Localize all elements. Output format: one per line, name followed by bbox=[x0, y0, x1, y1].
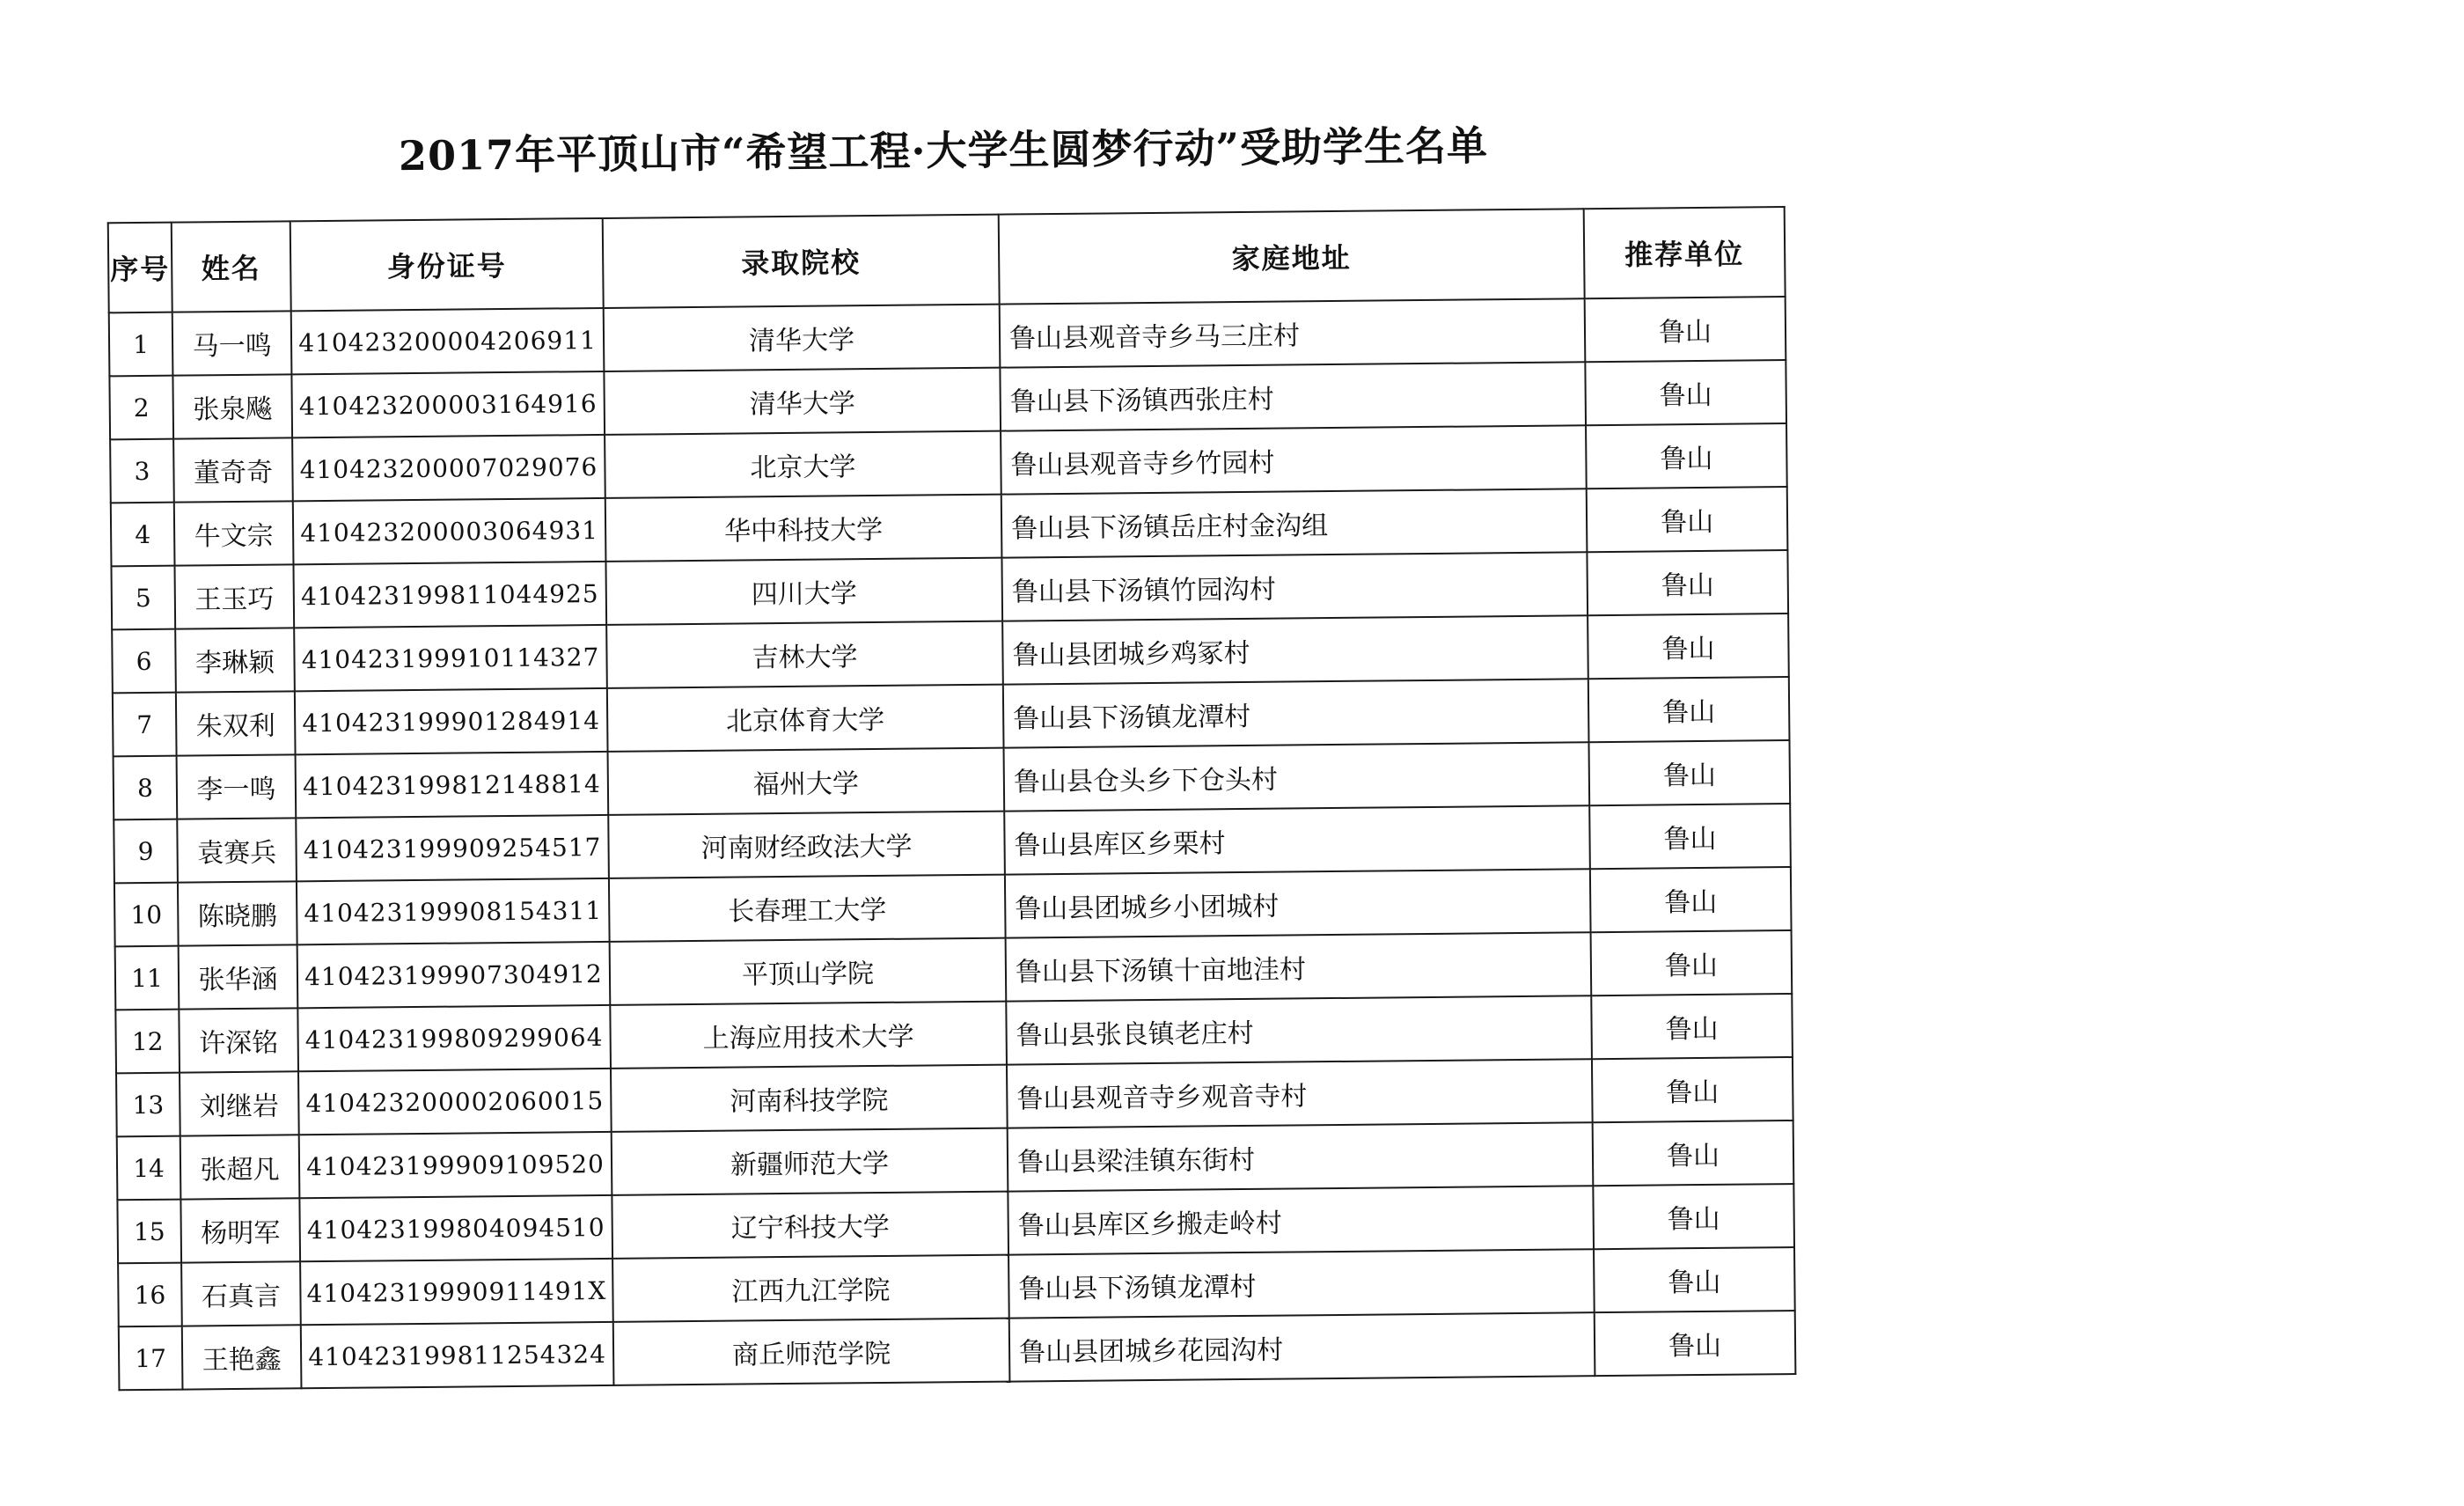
cell-address: 鲁山县团城乡鸡冢村 bbox=[1002, 615, 1588, 684]
cell-id-number: 410423199811254324 bbox=[301, 1322, 614, 1388]
column-header-school: 录取院校 bbox=[603, 215, 1000, 308]
cell-id-number: 410423199907304912 bbox=[297, 942, 611, 1008]
cell-number: 17 bbox=[119, 1326, 183, 1391]
cell-address: 鲁山县团城乡花园沟村 bbox=[1009, 1312, 1595, 1381]
cell-unit: 鲁山 bbox=[1588, 677, 1790, 742]
cell-number: 12 bbox=[115, 1010, 180, 1074]
cell-name: 王艳鑫 bbox=[182, 1325, 302, 1389]
cell-address: 鲁山县下汤镇龙潭村 bbox=[1008, 1249, 1595, 1318]
cell-school: 清华大学 bbox=[604, 305, 1001, 371]
cell-address: 鲁山县张良镇老庄村 bbox=[1006, 995, 1592, 1064]
cell-number: 14 bbox=[117, 1136, 181, 1201]
document-title: 2017年平顶山市“希望工程·大学生圆梦行动”受助学生名单 bbox=[398, 121, 1489, 180]
cell-unit: 鲁山 bbox=[1588, 740, 1790, 805]
cell-number: 5 bbox=[111, 566, 175, 630]
cell-address: 鲁山县下汤镇岳庄村金沟组 bbox=[1001, 489, 1588, 557]
cell-name: 马一鸣 bbox=[172, 311, 292, 375]
cell-id-number: 41042319990911491X bbox=[300, 1259, 613, 1325]
cell-address: 鲁山县团城乡小团城村 bbox=[1005, 869, 1591, 937]
cell-school: 上海应用技术大学 bbox=[610, 1002, 1007, 1069]
cell-name: 石真言 bbox=[181, 1261, 301, 1326]
cell-address: 鲁山县库区乡搬走岭村 bbox=[1008, 1186, 1594, 1254]
cell-unit: 鲁山 bbox=[1587, 487, 1788, 552]
cell-number: 4 bbox=[111, 503, 175, 567]
cell-unit: 鲁山 bbox=[1590, 867, 1792, 932]
cell-unit: 鲁山 bbox=[1585, 360, 1786, 425]
cell-unit: 鲁山 bbox=[1591, 994, 1793, 1059]
cell-id-number: 410423200004206911 bbox=[291, 308, 605, 374]
cell-address: 鲁山县库区乡栗村 bbox=[1004, 805, 1590, 874]
cell-id-number: 410423199901284914 bbox=[295, 688, 608, 754]
cell-name: 袁赛兵 bbox=[177, 818, 297, 882]
cell-id-number: 410423199909254517 bbox=[296, 815, 609, 881]
column-header-name: 姓名 bbox=[172, 221, 291, 312]
cell-name: 陈晓鹏 bbox=[178, 881, 297, 945]
cell-unit: 鲁山 bbox=[1585, 297, 1786, 362]
cell-number: 11 bbox=[115, 946, 180, 1010]
cell-school: 四川大学 bbox=[605, 558, 1002, 625]
cell-id-number: 410423199812148814 bbox=[296, 752, 609, 818]
cell-number: 7 bbox=[113, 693, 177, 757]
cell-id-number: 410423200002060015 bbox=[298, 1069, 612, 1135]
cell-name: 杨明军 bbox=[180, 1198, 300, 1262]
cell-address: 鲁山县梁洼镇东街村 bbox=[1008, 1122, 1594, 1191]
cell-unit: 鲁山 bbox=[1591, 930, 1793, 995]
cell-school: 平顶山学院 bbox=[610, 938, 1007, 1005]
cell-school: 北京体育大学 bbox=[607, 685, 1004, 752]
cell-number: 1 bbox=[109, 312, 173, 377]
cell-number: 2 bbox=[109, 376, 173, 440]
cell-address: 鲁山县下汤镇竹园沟村 bbox=[1001, 552, 1588, 621]
cell-name: 牛文宗 bbox=[174, 501, 294, 565]
cell-school: 福州大学 bbox=[608, 748, 1005, 815]
cell-id-number: 410423199910114327 bbox=[294, 625, 607, 691]
column-header-number: 序号 bbox=[108, 223, 172, 313]
cell-unit: 鲁山 bbox=[1588, 613, 1789, 679]
cell-address: 鲁山县下汤镇西张庄村 bbox=[1000, 362, 1586, 430]
cell-school: 商丘师范学院 bbox=[613, 1319, 1010, 1385]
cell-address: 鲁山县下汤镇龙潭村 bbox=[1003, 679, 1589, 747]
table-body bbox=[109, 297, 1796, 1390]
cell-unit: 鲁山 bbox=[1593, 1184, 1794, 1249]
cell-id-number: 410423199804094510 bbox=[299, 1195, 612, 1261]
cell-number: 8 bbox=[114, 756, 178, 820]
cell-number: 6 bbox=[112, 629, 176, 694]
cell-name: 刘继岩 bbox=[180, 1071, 299, 1135]
cell-number: 15 bbox=[117, 1200, 181, 1264]
cell-address: 鲁山县下汤镇十亩地洼村 bbox=[1006, 932, 1592, 1001]
cell-name: 李一鸣 bbox=[177, 754, 297, 819]
column-header-address: 家庭地址 bbox=[999, 209, 1585, 304]
cell-id-number: 410423199909109520 bbox=[299, 1132, 612, 1198]
cell-unit: 鲁山 bbox=[1586, 423, 1787, 489]
cell-unit: 鲁山 bbox=[1592, 1057, 1793, 1122]
cell-school: 江西九江学院 bbox=[612, 1255, 1009, 1322]
cell-number: 3 bbox=[110, 439, 174, 503]
cell-unit: 鲁山 bbox=[1593, 1120, 1794, 1186]
cell-unit: 鲁山 bbox=[1587, 550, 1788, 615]
cell-school: 吉林大学 bbox=[606, 621, 1003, 688]
cell-id-number: 410423199811044925 bbox=[293, 562, 606, 628]
cell-name: 董奇奇 bbox=[173, 437, 293, 502]
cell-number: 16 bbox=[118, 1263, 182, 1327]
cell-name: 朱双利 bbox=[176, 691, 296, 755]
student-roster-table bbox=[107, 206, 1797, 1391]
cell-unit: 鲁山 bbox=[1589, 804, 1791, 869]
cell-unit: 鲁山 bbox=[1595, 1311, 1796, 1376]
cell-school: 北京大学 bbox=[605, 431, 1001, 498]
cell-id-number: 410423199908154311 bbox=[297, 878, 610, 944]
cell-school: 河南财经政法大学 bbox=[608, 812, 1005, 878]
table-header-row bbox=[108, 207, 1786, 312]
cell-id-number: 410423200003064931 bbox=[293, 498, 606, 564]
cell-school: 清华大学 bbox=[604, 368, 1001, 435]
cell-name: 张泉飚 bbox=[172, 374, 292, 438]
cell-id-number: 410423199809299064 bbox=[297, 1005, 611, 1071]
cell-id-number: 410423200003164916 bbox=[291, 371, 605, 437]
cell-address: 鲁山县观音寺乡马三庄村 bbox=[1000, 298, 1586, 367]
cell-address: 鲁山县观音寺乡观音寺村 bbox=[1007, 1059, 1593, 1128]
cell-school: 华中科技大学 bbox=[605, 495, 1002, 562]
cell-name: 张华涵 bbox=[179, 944, 298, 1009]
cell-number: 13 bbox=[116, 1073, 180, 1137]
cell-school: 辽宁科技大学 bbox=[612, 1192, 1008, 1259]
cell-name: 张超凡 bbox=[180, 1135, 300, 1199]
cell-id-number: 410423200007029076 bbox=[292, 435, 605, 501]
cell-number: 9 bbox=[114, 819, 178, 884]
cell-school: 新疆师范大学 bbox=[612, 1128, 1008, 1195]
column-header-id: 身份证号 bbox=[290, 218, 604, 311]
cell-name: 王玉巧 bbox=[174, 564, 294, 628]
column-header-unit: 推荐单位 bbox=[1584, 207, 1786, 298]
cell-address: 鲁山县观音寺乡竹园村 bbox=[1001, 425, 1587, 494]
cell-number: 10 bbox=[114, 883, 179, 947]
cell-school: 长春理工大学 bbox=[609, 875, 1006, 942]
cell-unit: 鲁山 bbox=[1594, 1247, 1795, 1312]
cell-name: 李琳颖 bbox=[175, 628, 295, 692]
cell-address: 鲁山县仓头乡下仓头村 bbox=[1004, 742, 1590, 811]
cell-school: 河南科技学院 bbox=[611, 1065, 1008, 1132]
cell-name: 许深铭 bbox=[179, 1008, 298, 1072]
